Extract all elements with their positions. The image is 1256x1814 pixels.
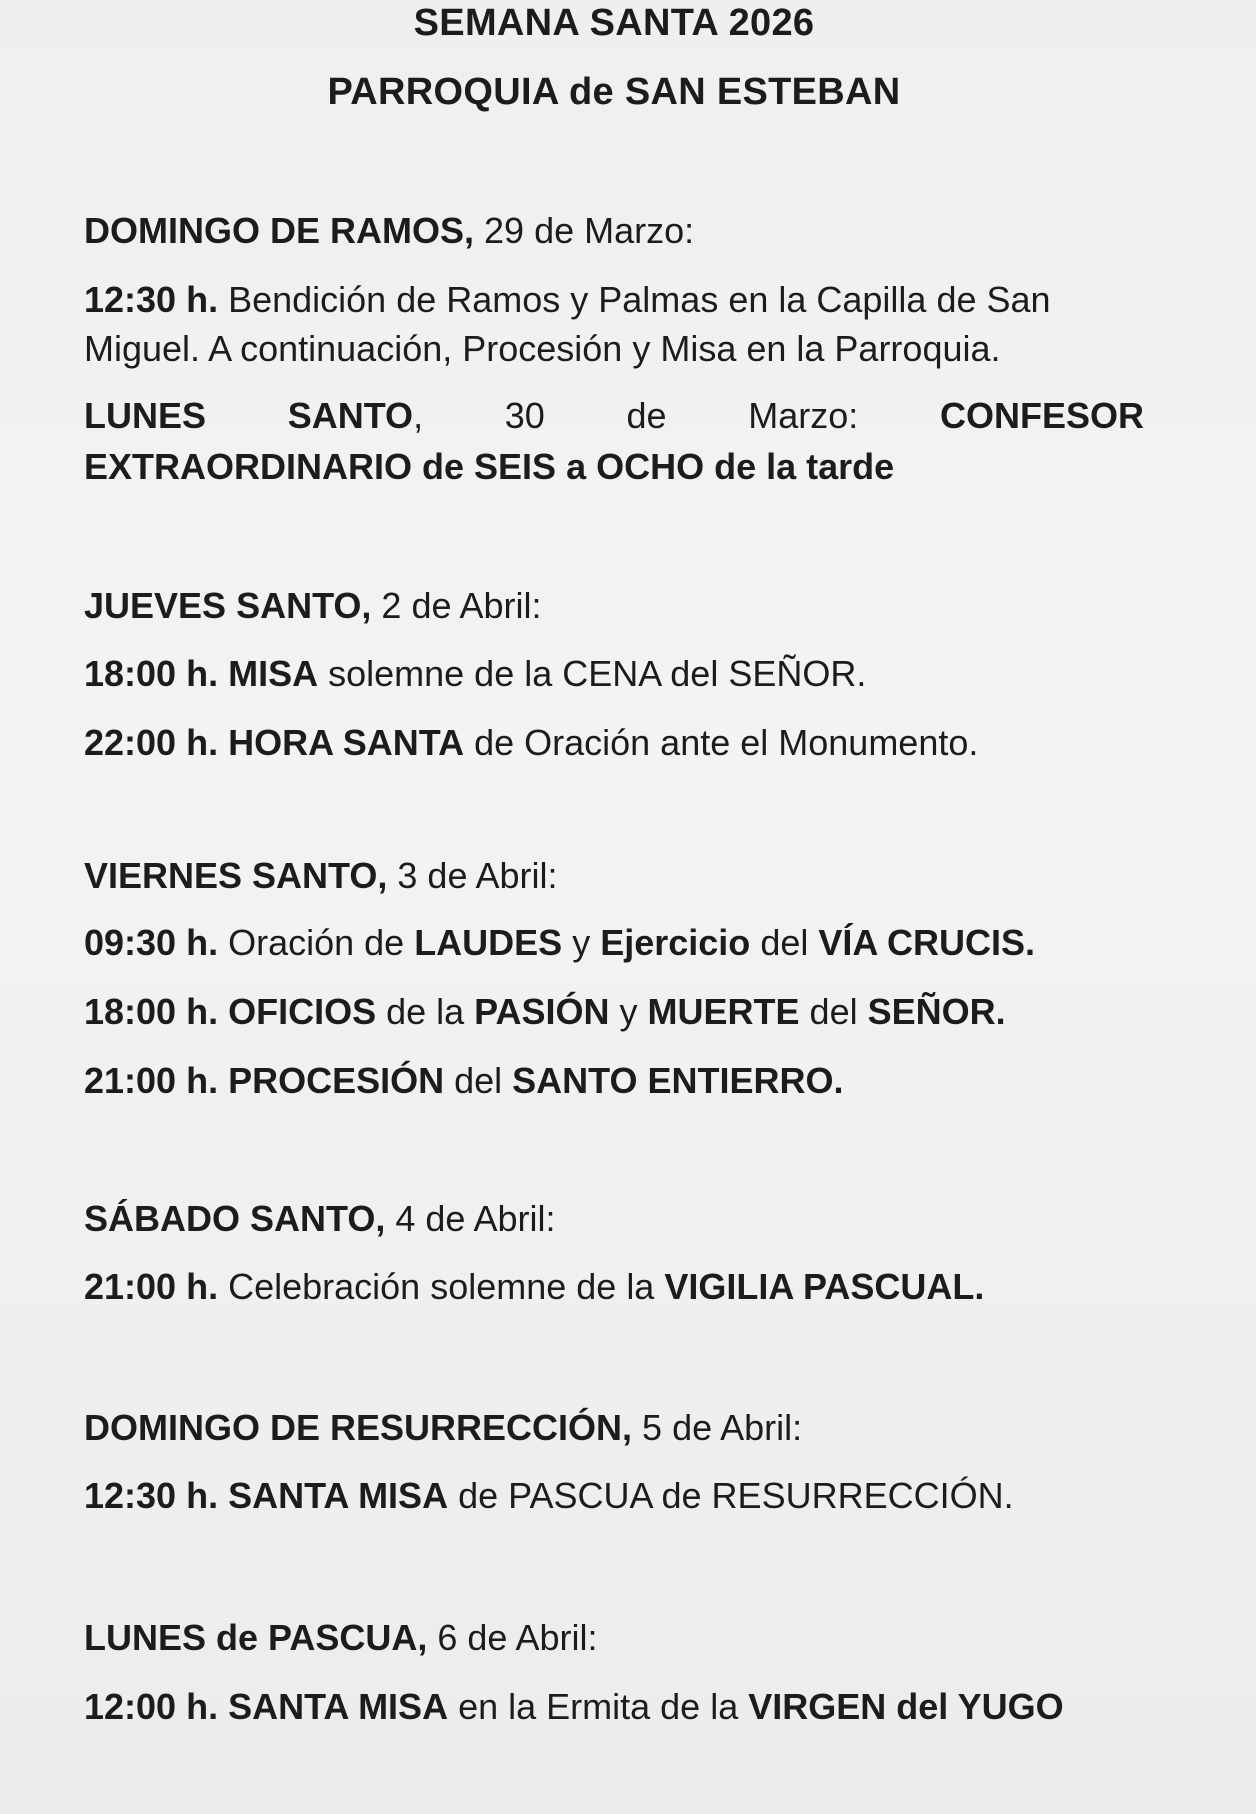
jueves-santo-event-2: [84, 717, 1144, 769]
day-name: DOMINGO DE RAMOS,: [84, 210, 475, 251]
lunes-santo-line2: [84, 441, 1144, 493]
lunes-pascua-event-1: [84, 1681, 1144, 1733]
event-bold: MISA: [218, 653, 319, 694]
viernes-santo-event-3: [84, 1055, 1144, 1107]
event-text: del: [799, 991, 868, 1032]
day-date: 2 de Abril:: [371, 585, 542, 626]
viernes-santo-event-2: [84, 986, 1144, 1038]
day-name: VIERNES SANTO,: [84, 855, 388, 896]
jueves-santo-event-1: [84, 648, 1144, 700]
page-title: SEMANA SANTA 2026: [413, 2, 815, 44]
event-bold: SANTO ENTIERRO.: [512, 1060, 844, 1101]
event-bold: SANTA MISA: [218, 1686, 449, 1727]
sabado-santo-heading: [84, 1193, 1144, 1245]
day-name: JUEVES SANTO,: [84, 585, 372, 626]
event-text: de Oración ante el Monumento.: [464, 722, 979, 763]
day-date: 3 de Abril:: [387, 855, 558, 896]
viernes-santo-heading: [84, 850, 1144, 902]
event-text: en la Ermita de la: [448, 1686, 749, 1727]
lunes-pascua-heading: [84, 1612, 1144, 1664]
event-bold: VÍA CRUCIS.: [818, 922, 1036, 963]
event-time: 21:00 h.: [84, 1060, 219, 1101]
event-text: y: [609, 991, 648, 1032]
event-bold: LAUDES: [414, 922, 563, 963]
day-name: DOMINGO DE RESURRECCIÓN,: [84, 1407, 633, 1448]
event-bold: OFICIOS: [218, 991, 377, 1032]
event-bold: Ejercicio: [600, 922, 751, 963]
event-bold: VIGILIA PASCUAL.: [664, 1266, 985, 1307]
event-time: 12:30 h.: [84, 279, 219, 320]
page-subtitle: PARROQUIA de SAN ESTEBAN: [327, 71, 901, 113]
event-time: 18:00 h.: [84, 991, 219, 1032]
day-date: 6 de Abril:: [427, 1617, 598, 1658]
event-bold: HORA SANTA: [218, 722, 465, 763]
event-text: y: [562, 922, 601, 963]
domingo-ramos-event-line2: [84, 323, 1144, 375]
day-comma: ,: [413, 395, 424, 436]
event-text: de la: [376, 991, 475, 1032]
day-name: SÁBADO SANTO,: [84, 1198, 386, 1239]
event-bold: PROCESIÓN: [218, 1060, 445, 1101]
event-text: de PASCUA de RESURRECCIÓN.: [448, 1475, 1014, 1516]
event-bold: MUERTE: [647, 991, 800, 1032]
viernes-santo-event-1: [84, 917, 1144, 969]
day-name: LUNES de PASCUA,: [84, 1617, 428, 1658]
event-time: 21:00 h.: [84, 1266, 219, 1307]
event-text: Celebración solemne de la: [218, 1266, 665, 1307]
event-time: 12:30 h.: [84, 1475, 219, 1516]
event-text: del: [444, 1060, 513, 1101]
event-time: 22:00 h.: [84, 722, 219, 763]
event-bold: SANTA MISA: [218, 1475, 449, 1516]
event-text: del: [750, 922, 819, 963]
event-time: 18:00 h.: [84, 653, 219, 694]
domingo-ramos-event-line1: [84, 274, 1144, 326]
day-name: LUNES SANTO: [84, 395, 414, 436]
day-date: 4 de Abril:: [385, 1198, 556, 1239]
day-date: 29 de Marzo:: [474, 210, 695, 251]
domingo-ramos-heading: [84, 205, 1144, 257]
highlight-text: EXTRAORDINARIO de SEIS a OCHO de la tarde: [84, 446, 895, 487]
event-text: Oración de: [218, 922, 415, 963]
highlight-text: CONFESOR: [939, 395, 1144, 436]
sabado-santo-event-1: [84, 1261, 1144, 1313]
event-bold: SEÑOR.: [867, 991, 1006, 1032]
lunes-santo-heading: [84, 390, 1144, 442]
day-date: 5 de Abril:: [632, 1407, 803, 1448]
event-text: solemne de la CENA del SEÑOR.: [318, 653, 867, 694]
event-time: 12:00 h.: [84, 1686, 219, 1727]
jueves-santo-heading: [84, 580, 1144, 632]
event-time: 09:30 h.: [84, 922, 219, 963]
event-bold: VIRGEN del YUGO: [748, 1686, 1064, 1727]
domingo-resurreccion-event-1: [84, 1470, 1144, 1522]
event-text: Miguel. A continuación, Procesión y Misa en la Parroquia.: [84, 328, 1001, 369]
day-date: 30 de Marzo:: [504, 395, 859, 436]
event-bold: PASIÓN: [474, 991, 610, 1032]
event-text: Bendición de Ramos y Palmas en la Capilla de San: [218, 279, 1051, 320]
domingo-resurreccion-heading: [84, 1402, 1144, 1454]
